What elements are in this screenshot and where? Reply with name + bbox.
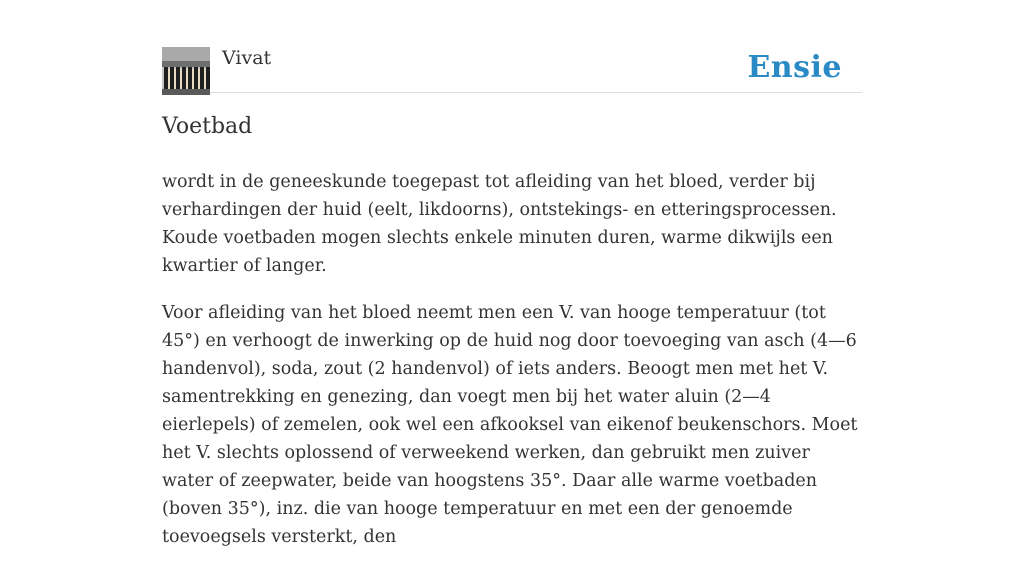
avatar-image [162, 47, 210, 95]
site-header [162, 46, 862, 93]
article-paragraph: wordt in de geneeskunde toegepast tot afleiding van het bloed, verder bij verhardingen der huid (eelt, likdoorns), ontstekings- en etteringsprocessen. Koude voetbaden mogen slechts enkele minuten duren, warme dikwijls een kwartier of langer. [162, 172, 837, 276]
article-body [162, 168, 866, 570]
author-avatar[interactable] [162, 47, 210, 95]
page-title: Voetbad [162, 114, 253, 139]
author-name[interactable]: Vivat [222, 47, 272, 69]
article-paragraph: Voor afleiding van het bloed neemt men een V. van hooge temperatuur (tot 45°) en verhoogt de inwerking op de huid nog door toevoeging van asch (4—6 handenvol), soda, zout (2 handenvol) of iets anders. Beoogt men met het V. samentrekking en genezing, dan voegt men bij het water aluin (2—4 eierlepels) of zemelen, ook wel een afkooksel van eikenof beukenschors. Moet het V. slechts oplossend of verweekend werken, dan gebruikt men zuiver water of zeepwater, beide van hoogstens 35°. Daar alle warme voetbaden (boven 35°), inz. die van hooge temperatuur en met een der genoemde toevoegsels versterkt, den [162, 303, 858, 547]
site-logo[interactable]: Ensie [747, 50, 842, 85]
